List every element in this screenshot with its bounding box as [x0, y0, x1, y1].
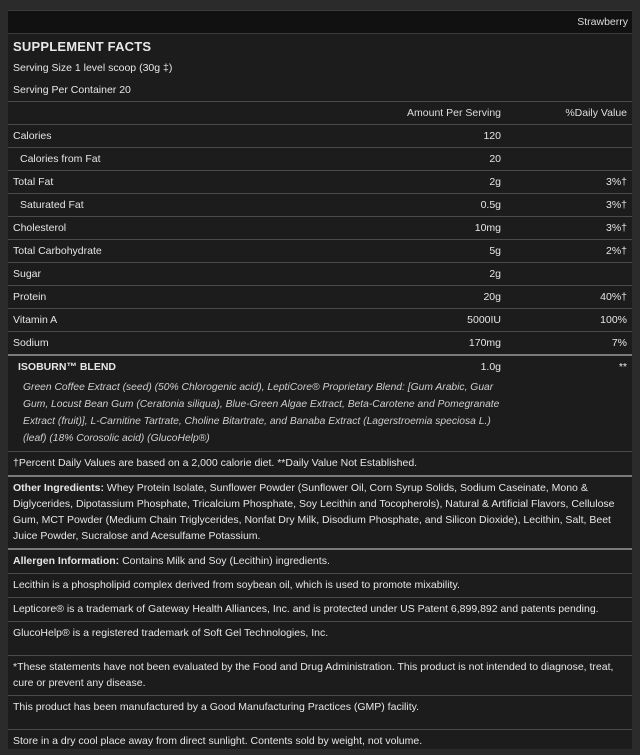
nutrient-dv: 40%†	[600, 291, 627, 303]
nutrient-amount: 0.5g	[480, 199, 501, 211]
blend-description: Green Coffee Extract (seed) (50% Chlorogenic acid), LeptiCore® Proprietary Blend: [Gum Arabic, Guar Gum, Locust Bean Gum (Ceratonia siliqua), Blue-Green Algae Extract, Beta-Carotene and Pomegranate Extract (fruit)], L-Carnitine Tartrate, Choline Bitartrate, and Banaba Extract (Lagerstroemia speciosa L.) (leaf) (18% Corosolic acid) (GlucoHelp®)	[23, 382, 500, 444]
other-ingredients-text: Whey Protein Isolate, Sunflower Powder (Sunflower Oil, Corn Syrup Solids, Sodium Caseinate, Mono & Diglycerides, Dipotassium Phosphate, Tricalcium Phosphate, Soy Lecithin and Tocopherols), Natural & Artificial Flavors, Cellulose Gum, MCT Powder (Medium Chain Triglycerides, Nonfat Dry Milk, Disodium Phosphate, and Silicon Dioxide), Lecithin, Salt, Beet Juice Powder, Sucralose and Acesulfame Potassium.	[13, 482, 615, 542]
daily-value-footnote: †Percent Daily Values are based on a 2,000 calorie diet. **Daily Value Not Established.	[8, 451, 632, 475]
nutrient-name: Protein	[13, 291, 47, 303]
allergen-text: Contains Milk and Soy (Lecithin) ingredients.	[119, 555, 330, 567]
nutrient-amount: 170mg	[468, 337, 501, 349]
servings-per-container: Serving Per Container 20	[13, 84, 131, 96]
nutrient-name: Total Carbohydrate	[13, 245, 102, 257]
nutrient-name: Calories	[13, 130, 52, 142]
glucohelp-note: GlucoHelp® is a registered trademark of Soft Gel Technologies, Inc.	[8, 621, 632, 645]
nutrient-dv: 7%	[611, 337, 627, 349]
blend-amount: 1.0g	[480, 361, 501, 373]
table-row	[8, 124, 632, 147]
table-row	[8, 308, 632, 331]
blend-name: ISOBURN™ BLEND	[18, 361, 117, 373]
nutrient-name: Sodium	[13, 337, 49, 349]
table-header-row	[8, 101, 632, 124]
blend-row	[8, 354, 632, 378]
allergen-information	[8, 548, 632, 573]
flavor-label: Strawberry	[577, 16, 628, 28]
table-row	[8, 170, 632, 193]
nutrient-dv: 3%†	[605, 176, 627, 188]
table-row	[8, 216, 632, 239]
nutrient-dv: 3%†	[605, 199, 627, 211]
lepticore-note: Lepticore® is a trademark of Gateway Health Alliances, Inc. and is protected under US Patent 6,899,892 and patents pending.	[8, 597, 632, 621]
nutrient-amount: 20	[489, 153, 501, 165]
flavor-bar	[8, 11, 632, 34]
nutrient-name: Vitamin A	[13, 314, 58, 326]
nutrient-name: Sugar	[13, 268, 42, 280]
other-ingredients-label: Other Ingredients:	[13, 482, 105, 494]
allergen-label: Allergen Information:	[13, 555, 120, 567]
table-row	[8, 331, 632, 354]
nutrient-dv: 100%	[600, 314, 627, 326]
nutrient-amount: 120	[483, 130, 501, 142]
nutrient-name: Cholesterol	[13, 222, 67, 234]
nutrient-amount: 2g	[489, 268, 501, 280]
storage-note: Store in a dry cool place away from direct sunlight. Contents sold by weight, not volume.	[8, 729, 632, 753]
blend-dv: **	[618, 361, 627, 373]
header-amount: Amount Per Serving	[407, 107, 501, 119]
fda-disclaimer: *These statements have not been evaluated by the Food and Drug Administration. This product is not intended to diagnose, treat, cure or prevent any disease.	[8, 655, 632, 695]
nutrient-dv: 2%†	[605, 245, 627, 257]
nutrient-amount: 5000IU	[467, 314, 501, 326]
other-ingredients	[8, 475, 632, 548]
supplement-facts-panel	[8, 10, 632, 749]
gmp-note: This product has been manufactured by a Good Manufacturing Practices (GMP) facility.	[8, 695, 632, 719]
panel-title: SUPPLEMENT FACTS	[13, 39, 152, 54]
serving-size: Serving Size 1 level scoop (30g ‡)	[13, 62, 173, 74]
nutrient-amount: 10mg	[474, 222, 501, 234]
header-daily-value: %Daily Value	[565, 107, 627, 119]
nutrient-amount: 20g	[483, 291, 501, 303]
nutrient-name: Total Fat	[13, 176, 54, 188]
nutrient-dv: 3%†	[605, 222, 627, 234]
table-row	[8, 239, 632, 262]
lecithin-note: Lecithin is a phospholipid complex derived from soybean oil, which is used to promote mixability.	[8, 573, 632, 597]
table-row	[8, 193, 632, 216]
nutrient-amount: 2g	[489, 176, 501, 188]
nutrient-amount: 5g	[489, 245, 501, 257]
table-row	[8, 147, 632, 170]
nutrient-name: Saturated Fat	[20, 199, 84, 211]
table-row	[8, 262, 632, 285]
table-row	[8, 285, 632, 308]
nutrient-name: Calories from Fat	[20, 153, 101, 165]
